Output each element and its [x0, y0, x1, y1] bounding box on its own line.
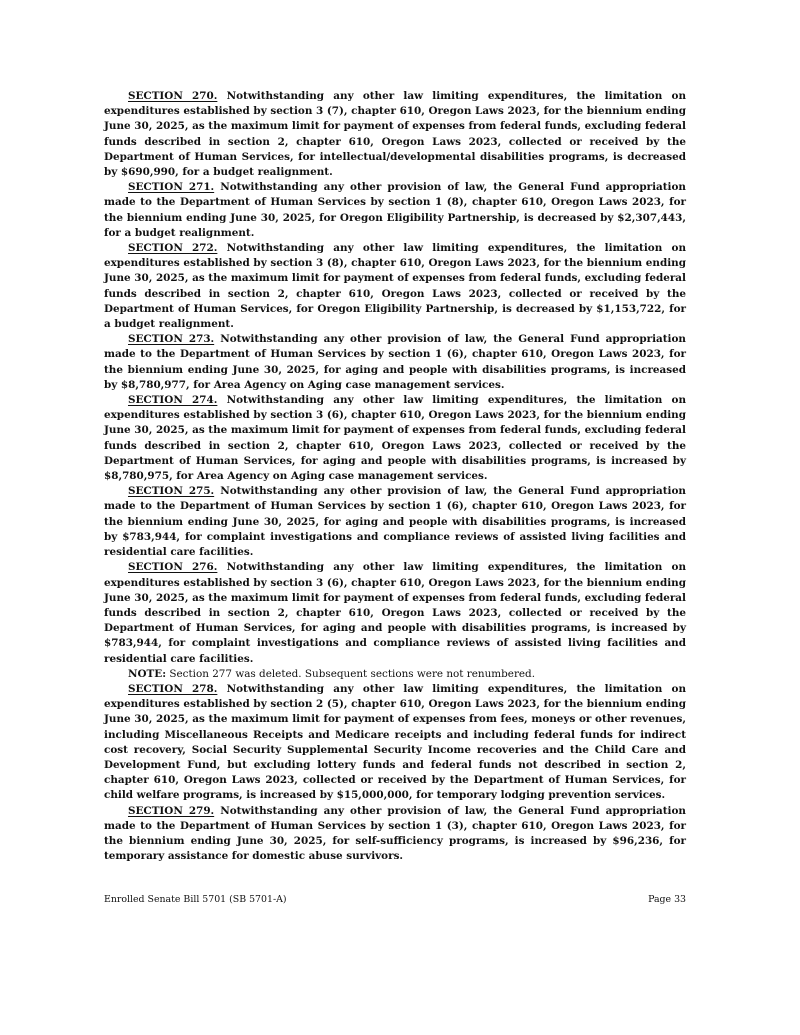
- document-body: [104, 89, 686, 864]
- section-text: Notwithstanding any other provision of law, the General Fund appropriation made to the Department of Human Services by section 1 (6), chapter 610, Oregon Laws 2023, for the biennium ending June 30, 2025, for aging and people with disabilities programs, is increased by $783,944, for complaint investigations and compliance reviews of assisted living facilities and residential care facilities.: [104, 485, 686, 559]
- section-text: Notwithstanding any other law limiting expenditures, the limitation on expenditures established by section 3 (6), chapter 610, Oregon Laws 2023, for the biennium ending June 30, 2025, as the maximum limit for payment of expenses from federal funds, excluding federal funds described in section 2, chapter 610, Oregon Laws 2023, collected or received by the Department of Human Services, for aging and people with disabilities programs, is increased by $8,780,975, for Area Agency on Aging case management services.: [104, 394, 686, 483]
- section-274: [104, 393, 686, 484]
- section-text: Notwithstanding any other law limiting expenditures, the limitation on expenditures established by section 3 (6), chapter 610, Oregon Laws 2023, for the biennium ending June 30, 2025, as the maximum limit for payment of expenses from federal funds, excluding federal funds described in section 2, chapter 610, Oregon Laws 2023, collected or received by the Department of Human Services, for aging and people with disabilities programs, is increased by $783,944, for complaint investigations and compliance reviews of assisted living facilities and residential care facilities.: [104, 561, 686, 665]
- section-heading: SECTION 271.: [128, 181, 215, 194]
- section-heading: SECTION 273.: [128, 333, 215, 346]
- section-272: [104, 241, 686, 332]
- section-text: Notwithstanding any other provision of law, the General Fund appropriation made to the Department of Human Services by section 1 (6), chapter 610, Oregon Laws 2023, for the biennium ending June 30, 2025, for aging and people with disabilities programs, is increased by $8,780,977, for Area Agency on Aging case management services.: [104, 333, 686, 391]
- footer-page-number: Page 33: [648, 894, 686, 905]
- section-271: [104, 180, 686, 241]
- editorial-note: [104, 667, 686, 682]
- section-273: [104, 332, 686, 393]
- section-heading: SECTION 279.: [128, 804, 215, 817]
- section-heading: SECTION 272.: [128, 242, 218, 255]
- section-heading: SECTION 278.: [128, 682, 218, 695]
- footer-bill-name: Enrolled Senate Bill 5701 (SB 5701-A): [104, 894, 287, 905]
- section-text: Notwithstanding any other provision of law, the General Fund appropriation made to the Department of Human Services by section 1 (8), chapter 610, Oregon Laws 2023, for the biennium ending June 30, 2025, for Oregon Eligibility Partnership, is decreased by $2,307,443, for a budget realignment.: [104, 181, 686, 239]
- section-heading: SECTION 276.: [128, 561, 218, 574]
- section-279: [104, 804, 686, 865]
- section-275: [104, 484, 686, 560]
- section-text: Notwithstanding any other law limiting expenditures, the limitation on expenditures established by section 3 (8), chapter 610, Oregon Laws 2023, for the biennium ending June 30, 2025, as the maximum limit for payment of expenses from federal funds, excluding federal funds described in section 2, chapter 610, Oregon Laws 2023, collected or received by the Department of Human Services, for Oregon Eligibility Partnership, is decreased by $1,153,722, for a budget realignment.: [104, 242, 686, 331]
- note-label: NOTE:: [128, 667, 167, 680]
- section-text: Notwithstanding any other provision of law, the General Fund appropriation made to the Department of Human Services by section 1 (3), chapter 610, Oregon Laws 2023, for the biennium ending June 30, 2025, for self-sufficiency programs, is increased by $96,236, for temporary assistance for domestic abuse survivors.: [104, 804, 686, 863]
- section-278: [104, 682, 686, 804]
- section-heading: SECTION 274.: [128, 394, 218, 407]
- section-heading: SECTION 270.: [128, 90, 218, 102]
- section-text: Notwithstanding any other law limiting expenditures, the limitation on expenditures established by section 3 (7), chapter 610, Oregon Laws 2023, for the biennium ending June 30, 2025, as the maximum limit for payment of expenses from federal funds, excluding federal funds described in section 2, chapter 610, Oregon Laws 2023, collected or received by the Department of Human Services, for intellectual/developmental disabilities programs, is decreased by $690,990, for a budget realignment.: [104, 90, 686, 179]
- section-text: Notwithstanding any other law limiting expenditures, the limitation on expenditures established by section 2 (5), chapter 610, Oregon Laws 2023, for the biennium ending June 30, 2025, as the maximum limit for payment of expenses from fees, moneys or other revenues, including Miscellaneous Receipts and Medicare receipts and including federal funds for indirect cost recovery, Social Security Supplemental Security Income recoveries and the Child Care and Development Fund, but excluding lottery funds and federal funds not described in section 2, chapter 610, Oregon Laws 2023, collected or received by the Department of Human Services, for child welfare programs, is increased by $15,000,000, for temporary lodging prevention services.: [104, 682, 686, 802]
- section-276: [104, 560, 686, 666]
- section-270: [104, 89, 686, 180]
- section-heading: SECTION 275.: [128, 485, 215, 498]
- note-text: Section 277 was deleted. Subsequent sections were not renumbered.: [169, 667, 536, 680]
